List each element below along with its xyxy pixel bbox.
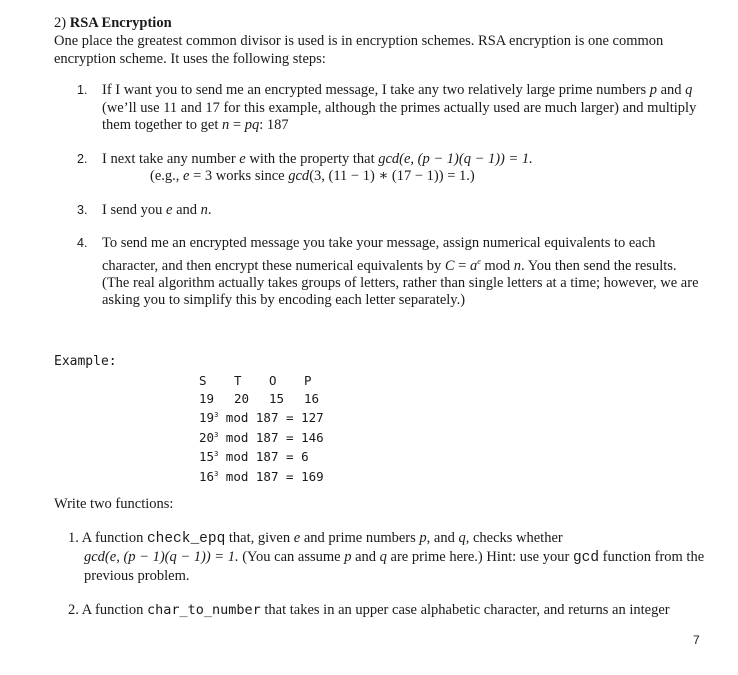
example-table xyxy=(199,372,339,485)
encrypt-row: $20^3$ mod 187 = 146 xyxy=(199,429,324,445)
step-2: 2. I next take any number e with the property that gcd(e, (p − 1)(q − 1)) = 1. (e.g., e = 3 works since gcd(3, (11 − 1) ∗ (17 − 1)) = 1.) xyxy=(54,151,704,186)
document-page xyxy=(54,14,704,326)
step-2-example: (e.g., e = 3 works since gcd(3, (11 − 1) ∗ (17 − 1)) = 1.) xyxy=(150,168,475,184)
numbers-row: 19 20 15 16 xyxy=(199,390,320,406)
write-functions-heading: Write two functions: xyxy=(54,496,174,512)
section-title: RSA Encryption xyxy=(69,15,172,31)
step-1: 1. If I want you to send me an encrypted message, I take any two relatively large prime numbers p and q (we’ll use 11 and 17 for this example, although the primes actually used are much larger) and multiply them together to get n = pq: 187 xyxy=(77,82,697,133)
section-number: 2) xyxy=(54,15,67,31)
encrypt-row: $15^3$ mod 187 = 6 xyxy=(199,449,309,464)
section-intro: One place the greatest common divisor is used is in encryption schemes. RSA encryption is one common encryption scheme. It uses the following steps: xyxy=(54,33,664,67)
steps-list xyxy=(54,82,704,310)
step-number: 2. xyxy=(77,151,88,166)
letters-row: S T O P xyxy=(199,373,312,388)
step-3: 3. I send you e and n. xyxy=(77,201,212,218)
example-label: Example: xyxy=(54,354,117,369)
functions-list xyxy=(68,529,708,619)
page-number: 7 xyxy=(693,633,700,647)
step-4: 4. To send me an encrypted message you take your message, assign numerical equivalents to each character, and then encrypt these numerical equivalents by $C = a^e$ mod n. You then send the results. (The real algorithm actually takes groups of letters, rather than single letters at a time; however, we are asking you to simplify this by encoding each letter separately.) xyxy=(77,235,699,309)
section-heading xyxy=(54,14,704,32)
encrypt-row: $19^3$ mod 187 = 127 xyxy=(199,410,324,425)
step-number: 1. xyxy=(77,83,88,97)
function-2: 2. A function char_to_number that takes in an upper case alphabetic character, and returns an integer xyxy=(68,602,670,618)
encrypt-row: $16^3$ mod 187 = 169 xyxy=(199,468,324,484)
step-number: 4. xyxy=(77,236,88,250)
function-1: 1. A function check_epq that, given e and prime numbers p, and q, checks whether gcd(e, (p − 1)(q − 1)) = 1. (You can assume p and q are prime here.) Hint: use your gcd function from the previous problem. xyxy=(68,530,705,584)
step-number: 3. xyxy=(77,202,88,217)
